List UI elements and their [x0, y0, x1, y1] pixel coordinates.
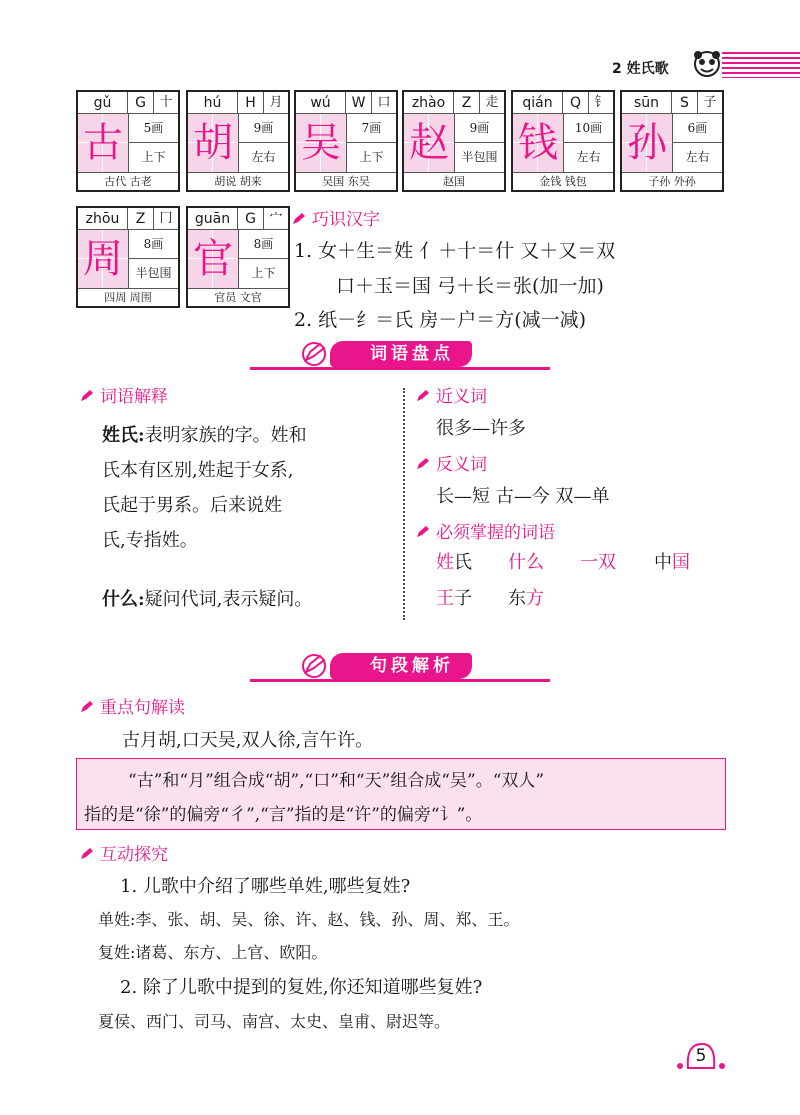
section-pencil-icon	[300, 340, 330, 366]
card-strokes: 9画	[238, 114, 288, 143]
pencil-icon	[80, 701, 94, 713]
explanation-line-1: “古”和“月”组合成“胡”,“口”和“天”组合成“吴”。“双人”	[128, 771, 545, 791]
word-part: 子	[454, 588, 472, 609]
card-letter: G	[128, 92, 154, 114]
card-character: 赵	[409, 120, 449, 166]
card-letter: W	[346, 92, 372, 114]
card-character-box	[188, 114, 238, 172]
must-know-heading: 必须掌握的词语	[416, 518, 555, 543]
card-words: 胡说 胡来	[188, 172, 288, 190]
page-number-badge	[676, 1040, 726, 1072]
header-decoration-stripes	[722, 52, 800, 78]
card-character-box	[188, 230, 238, 288]
word-part: 方	[526, 588, 544, 609]
page-number: 5	[695, 1046, 707, 1066]
chapter-title: 2 姓氏歌	[612, 61, 669, 77]
card-character: 周	[83, 236, 123, 282]
word-part: 国	[672, 552, 690, 573]
character-card	[620, 90, 724, 192]
card-character: 官	[193, 236, 233, 282]
pencil-icon	[416, 458, 430, 470]
card-pinyin: guān	[188, 208, 238, 230]
card-words: 吴国 东吴	[296, 172, 396, 190]
key-sentence: 古月胡,口天吴,双人徐,言午许。	[122, 730, 374, 751]
antonym-words: 长—短 古—今 双—单	[436, 486, 610, 507]
character-card	[294, 90, 398, 192]
card-pinyin: hú	[188, 92, 238, 114]
card-character-box	[78, 114, 128, 172]
card-radical: 钅	[589, 92, 613, 114]
synonym-words: 很多—许多	[436, 418, 526, 439]
card-strokes: 5画	[128, 114, 178, 143]
card-words: 金钱 钱包	[513, 172, 613, 190]
card-character-box	[622, 114, 672, 172]
card-character: 吴	[301, 120, 341, 166]
card-structure: 左右	[672, 143, 722, 172]
card-strokes: 7画	[346, 114, 396, 143]
section-title-ciyu: 词语盘点	[330, 341, 472, 367]
card-words: 四周 周围	[78, 288, 178, 306]
card-pinyin: zhōu	[78, 208, 128, 230]
card-letter: H	[238, 92, 264, 114]
card-letter: S	[672, 92, 698, 114]
card-character: 孙	[627, 120, 667, 166]
must-know-word	[436, 548, 472, 574]
pencil-icon	[416, 390, 430, 402]
qiaoshi-line-2: 口＋玉＝国 弓＋长＝张(加一加)	[336, 275, 604, 297]
card-character-box	[404, 114, 454, 172]
pencil-icon	[416, 526, 430, 538]
pencil-icon	[80, 390, 94, 402]
card-pinyin: gǔ	[78, 92, 128, 114]
card-pinyin: zhào	[404, 92, 454, 114]
section-bar-juduan	[250, 679, 550, 682]
question-2: 2. 除了儿歌中提到的复姓,你还知道哪些复姓?	[120, 977, 483, 998]
section-pencil-icon	[300, 652, 330, 678]
card-structure: 半包围	[128, 259, 178, 288]
qiaoshi-heading: 巧识汉字	[292, 205, 380, 230]
word-part: 什么	[508, 552, 544, 573]
card-character: 钱	[518, 120, 558, 166]
word-part: 东	[508, 588, 526, 609]
card-character: 古	[83, 120, 123, 166]
key-sentence-heading: 重点句解读	[80, 693, 185, 718]
card-structure: 上下	[128, 143, 178, 172]
card-words: 官员 文官	[188, 288, 288, 306]
interact-heading: 互动探究	[80, 840, 168, 865]
card-structure: 半包围	[454, 143, 504, 172]
card-radical: 子	[698, 92, 722, 114]
character-card	[76, 206, 180, 308]
card-radical: 口	[372, 92, 396, 114]
card-radical: 月	[264, 92, 288, 114]
must-know-word	[508, 548, 544, 574]
character-card	[511, 90, 615, 192]
card-character-box	[78, 230, 128, 288]
cartoon-mascot-icon	[690, 50, 724, 78]
word-part: 中	[654, 552, 672, 573]
def-line-3: 氏起于男系。后来说姓	[102, 495, 282, 516]
must-know-word	[654, 548, 690, 574]
def-line-2: 氏本有区别,姓起于女系,	[102, 460, 294, 481]
card-words: 子孙 外孙	[622, 172, 722, 190]
must-know-word	[508, 584, 544, 610]
qiaoshi-line-3: 2. 纸－纟＝氏 房－户＝方(减一减)	[294, 309, 587, 331]
character-card	[76, 90, 180, 192]
card-strokes: 10画	[563, 114, 613, 143]
term-xingshi: 姓氏:表明家族的字。姓和	[102, 425, 307, 446]
must-know-word	[436, 584, 472, 610]
question-1: 1. 儿歌中介绍了哪些单姓,哪些复姓?	[120, 876, 411, 897]
card-structure: 左右	[563, 143, 613, 172]
card-words: 古代 古老	[78, 172, 178, 190]
must-know-word	[580, 548, 616, 574]
qiaoshi-line-1: 1. 女＋生＝姓 亻＋十＝什 又＋又＝双	[294, 240, 616, 262]
character-card	[402, 90, 506, 192]
card-letter: Z	[128, 208, 154, 230]
card-character: 胡	[193, 120, 233, 166]
card-strokes: 8画	[238, 230, 288, 259]
card-pinyin: sūn	[622, 92, 672, 114]
card-strokes: 9画	[454, 114, 504, 143]
column-divider	[403, 388, 405, 620]
section-title-juduan: 句段解析	[330, 653, 472, 679]
card-structure: 上下	[346, 143, 396, 172]
card-strokes: 8画	[128, 230, 178, 259]
card-strokes: 6画	[672, 114, 722, 143]
def-line-4: 氏,专指姓。	[102, 530, 198, 551]
word-part: 王	[436, 588, 454, 609]
card-radical: 走	[480, 92, 504, 114]
answer-2: 夏侯、西门、司马、南宫、太史、皇甫、尉迟等。	[98, 1012, 451, 1031]
word-part: 氏	[454, 552, 472, 573]
card-radical: 冂	[154, 208, 178, 230]
character-card	[186, 206, 290, 308]
term-shenme: 什么:疑问代词,表示疑问。	[102, 589, 313, 610]
card-radical: 宀	[264, 208, 288, 230]
card-character-box	[296, 114, 346, 172]
answer-1b: 复姓:诸葛、东方、上官、欧阳。	[98, 943, 328, 962]
answer-1a: 单姓:李、张、胡、吴、徐、许、赵、钱、孙、周、郑、王。	[98, 910, 520, 929]
card-structure: 左右	[238, 143, 288, 172]
card-letter: Q	[563, 92, 589, 114]
synonym-heading: 近义词	[416, 382, 487, 407]
card-pinyin: qián	[513, 92, 563, 114]
card-pinyin: wú	[296, 92, 346, 114]
word-part: 姓	[436, 552, 454, 573]
section-bar-ciyu	[250, 367, 550, 370]
card-words: 赵国	[404, 172, 504, 190]
card-letter: G	[238, 208, 264, 230]
word-part: 一双	[580, 552, 616, 573]
explain-heading: 词语解释	[80, 382, 168, 407]
card-radical: 十	[154, 92, 178, 114]
pencil-icon	[80, 848, 94, 860]
card-character-box	[513, 114, 563, 172]
antonym-heading: 反义词	[416, 450, 487, 475]
character-card	[186, 90, 290, 192]
card-structure: 上下	[238, 259, 288, 288]
card-letter: Z	[454, 92, 480, 114]
pencil-icon	[292, 213, 306, 225]
explanation-line-2: 指的是“徐”的偏旁“彳”,“言”指的是“许”的偏旁“讠”。	[84, 805, 483, 825]
